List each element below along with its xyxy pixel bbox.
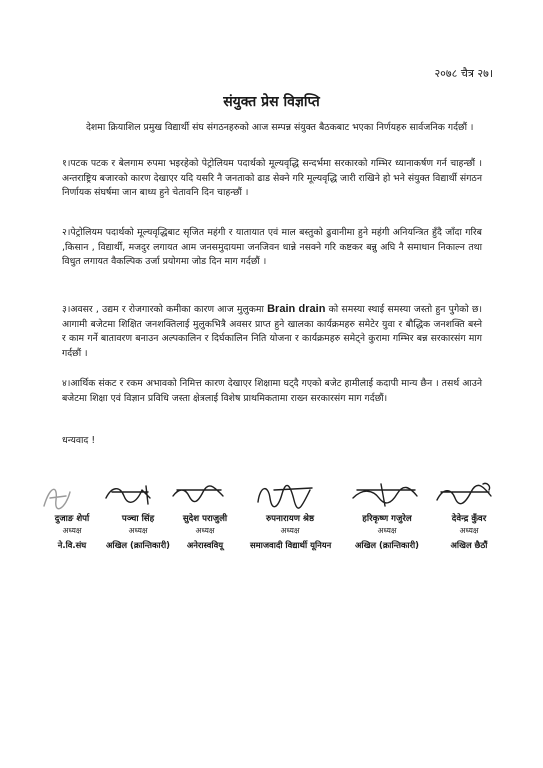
signatory-name: सुदेश पराजुली [182, 514, 228, 524]
signatory-role: अध्यक्ष [377, 526, 397, 535]
signatory-name: रुपनारायण श्रेष्ठ [265, 514, 315, 524]
signatory-name: हरिकृष्ण गजुरेल [362, 514, 412, 524]
handwritten-signature [433, 478, 505, 510]
signatory-role: अध्यक्ष [62, 526, 82, 535]
closing-thanks: धन्यवाद ! [62, 435, 96, 446]
signatory-name: पञ्चा सिंह [121, 514, 155, 524]
point-4-paragraph: ४।आर्थिक संकट र रकम अभावको निमित्त कारण देखाएर शिक्षामा घट्दै गएको बजेट हामीलाई कदापी मान्य छैन । तसर्थ आउने बजेटमा शिक्षा एवं विज्ञान प्रविधि जस्ता क्षेत्रलाई विशेष प्राथमिकतामा राख्न सरकारसंग माग गर्दछौं। [62, 378, 482, 404]
point-3-after: को समस्या स्थाई समस्या जस्तो हुन पुगेको छ। आगामी बजेटमा शिक्षित जनशक्तिलाई मुलुकभित्रै अवसर प्राप्त हुने खालका कार्यक्रमहरु समेटेर युवा र बौद्धिक जनशक्ति बस्ने र काम गर्ने बातावरण बनाउन अल्पकालिन र दिर्घकालिन निति योजना र कार्यक्रमहरु समेट्ने कुरामा गम्भिर बन्न सरकारसंग माग गर्दछौं । [62, 304, 482, 359]
point-1-paragraph: १।पटक पटक र बेलगाम रुपमा भइरहेको पेट्रोलियम पदार्थको मूल्यवृद्धि सन्दर्भमा सरकारको गम्भिर ध्यानाकर्षण गर्न चाहन्छौं । अन्तराष्ट्रिय बजारको कारण देखाएर यदि यसरि नै जनताको ढाड सेक्ने गरि मूल्यवृद्धि जारी राखिने हो भने संयुक्त विद्यार्थी संगठन निर्णायक संघर्षमा जान बाध्य हुने चेतावनि दिन चाहन्छौं । [62, 158, 482, 199]
signatory-block [347, 478, 427, 551]
release-date: २०७८ चैत्र २७। [434, 67, 493, 80]
signatory-organization: अखिल (क्रान्तिकारी) [106, 540, 170, 550]
point-3-before: ३।अवसर , उद्यम र रोजगारको कमीका कारण आज मुलुकमा [62, 304, 268, 315]
signatory-block [165, 478, 245, 551]
page-title: संयुक्त प्रेस विज्ञप्ति [223, 94, 320, 110]
handwritten-signature [169, 478, 241, 510]
signatory-block [429, 478, 509, 551]
handwritten-signature [254, 478, 326, 510]
signatory-role: अध्यक्ष [195, 526, 215, 535]
signatory-organization: अनेरास्ववियू [186, 540, 224, 550]
signatory-organization: ने.वि.संघ [57, 540, 87, 550]
signatory-organization: अखिल छैठौं [450, 540, 488, 550]
signatory-organization: अखिल (क्रान्तिकारी) [355, 540, 419, 550]
brain-drain-term: Brain drain [267, 303, 326, 315]
signatory-block [250, 478, 330, 551]
point-3-paragraph [62, 302, 482, 361]
signatory-organization: समाजवादी विद्यार्थी यूनियन [250, 540, 332, 550]
signatory-role: अध्यक्ष [280, 526, 300, 535]
signatory-role: अध्यक्ष [459, 526, 479, 535]
point-2-paragraph: २।पेट्रोलियम पदार्थको मूल्यवृद्धिबाट सृजित महंगी र यातायात एवं माल बस्तुको ढुवानीमा हुने महंगी अनियन्त्रित हुँदै जाँदा गरिब ,किसान , विद्यार्थी, मजदुर लगायत आम जनसमुदायमा जनजिवन धान्ने नसक्ने गरि कष्टकर बन्नु अघि नै समाधान निकाल्न तथा विधुत लगायत वैकल्पिक उर्जा प्रयोगमा जोड दिन माग गर्दछौं । [62, 227, 482, 268]
intro-paragraph: देशमा क्रियाशिल प्रमुख विद्यार्थी संघ संगठनहरुको आज सम्पन्न संयुक्त बैठकबाट भएका निर्णयहरु सार्वजनिक गर्दछौं । [86, 122, 474, 133]
handwritten-signature [351, 478, 423, 510]
signatory-name: देवेन्द्र कुँवर [451, 514, 487, 524]
signatory-role: अध्यक्ष [128, 526, 148, 535]
signatory-name: दुजाङ शेर्पा [54, 514, 90, 524]
handwritten-signature [102, 478, 174, 510]
